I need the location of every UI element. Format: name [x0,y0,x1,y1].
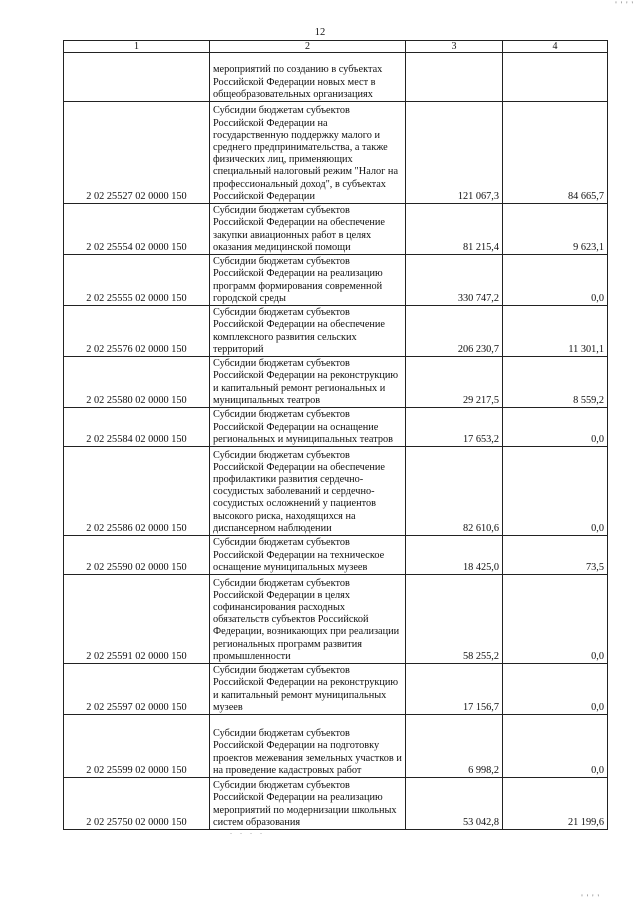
row-name: Субсидии бюджетам субъектов Российской Федерации на государственную поддержку малого и среднего предпринимательства, а также физических лиц, применяющих специальный налоговый режим "Налог на профессиональный доход", в субъектах Российской Федерации [210,102,406,204]
header-col-4: 4 [503,41,608,53]
row-fact: 0,0 [503,408,608,447]
row-code: 2 02 25599 02 0000 150 [64,715,210,778]
scan-foot-mark: ' ' ' ' [581,893,600,902]
row-name: мероприятий по созданию в субъектах Российской Федерации новых мест в общеобразовательных организациях [210,53,406,102]
row-name: Субсидии бюджетам субъектов Российской Федерации на реконструкцию и капитальный ремонт региональных и муниципальных театров [210,357,406,408]
row-code: 2 02 25555 02 0000 150 [64,255,210,306]
row-fact: 73,5 [503,536,608,575]
row-code: 2 02 25584 02 0000 150 [64,408,210,447]
table-row [64,664,608,715]
row-plan: 18 425,0 [406,536,503,575]
table-header-row [64,41,608,53]
row-name: Субсидии бюджетам субъектов Российской Федерации на техническое оснащение муниципальных музеев [210,536,406,575]
row-fact: 11 301,1 [503,306,608,357]
row-plan: 206 230,7 [406,306,503,357]
row-plan: 121 067,3 [406,102,503,204]
table-row [64,408,608,447]
row-plan: 6 998,2 [406,715,503,778]
row-plan [406,53,503,102]
row-plan: 17 653,2 [406,408,503,447]
row-fact: 84 665,7 [503,102,608,204]
row-plan: 82 610,6 [406,447,503,536]
row-plan: 330 747,2 [406,255,503,306]
header-col-3: 3 [406,41,503,53]
row-fact: 8 559,2 [503,357,608,408]
row-fact: 9 623,1 [503,204,608,255]
row-fact [503,53,608,102]
row-code: 2 02 25597 02 0000 150 [64,664,210,715]
row-fact: 0,0 [503,575,608,664]
row-fact: 0,0 [503,255,608,306]
row-name: Субсидии бюджетам субъектов Российской Федерации в целях софинансирования расходных обязательств субъектов Российской Федерации, возникающих при реализации региональных программ развития промышленности [210,575,406,664]
table-row [64,306,608,357]
table-row [64,53,608,102]
row-code [64,53,210,102]
row-plan: 29 217,5 [406,357,503,408]
table-row [64,204,608,255]
header-col-1: 1 [64,41,210,53]
row-fact: 0,0 [503,715,608,778]
row-name: Субсидии бюджетам субъектов Российской Федерации на реализацию мероприятий по модернизации школьных систем образования [210,778,406,830]
row-code: 2 02 25586 02 0000 150 [64,447,210,536]
table-row [64,255,608,306]
row-name: Субсидии бюджетам субъектов Российской Федерации на реализацию программ формирования современной городской среды [210,255,406,306]
table-row [64,778,608,830]
row-code: 2 02 25590 02 0000 150 [64,536,210,575]
row-name: Субсидии бюджетам субъектов Российской Федерации на обеспечение закупки авиационных работ в целях оказания медицинской помощи [210,204,406,255]
table-row [64,102,608,204]
row-code: 2 02 25591 02 0000 150 [64,575,210,664]
row-name: Субсидии бюджетам субъектов Российской Федерации на оснащение региональных и муниципальных театров [210,408,406,447]
row-fact: 0,0 [503,447,608,536]
row-fact: 21 199,6 [503,778,608,830]
budget-table [63,40,608,830]
row-plan: 58 255,2 [406,575,503,664]
table-row [64,575,608,664]
row-code: 2 02 25580 02 0000 150 [64,357,210,408]
row-code: 2 02 25554 02 0000 150 [64,204,210,255]
row-name: Субсидии бюджетам субъектов Российской Федерации на подготовку проектов межевания земельных участков и на проведение кадастровых работ [210,715,406,778]
row-name: Субсидии бюджетам субъектов Российской Федерации на обеспечение профилактики развития сердечно-сосудистых заболеваний и сердечно-сосудистых осложнений у пациентов высокого риска, находящихся на диспансерном наблюдении [210,447,406,536]
row-code: 2 02 25527 02 0000 150 [64,102,210,204]
row-plan: 53 042,8 [406,778,503,830]
table-row [64,536,608,575]
table-row [64,715,608,778]
row-name: Субсидии бюджетам субъектов Российской Федерации на обеспечение комплексного развития сельских территорий [210,306,406,357]
row-code: 2 02 25576 02 0000 150 [64,306,210,357]
header-col-2: 2 [210,41,406,53]
row-code: 2 02 25750 02 0000 150 [64,778,210,830]
row-fact: 0,0 [503,664,608,715]
scan-artifact-dots: . . . . [230,827,265,836]
row-plan: 81 215,4 [406,204,503,255]
scan-corner-mark: ' ' ' ' [615,0,634,9]
row-name: Субсидии бюджетам субъектов Российской Федерации на реконструкцию и капитальный ремонт муниципальных музеев [210,664,406,715]
table-row [64,447,608,536]
page-number: 12 [314,27,326,38]
table-row [64,357,608,408]
row-plan: 17 156,7 [406,664,503,715]
